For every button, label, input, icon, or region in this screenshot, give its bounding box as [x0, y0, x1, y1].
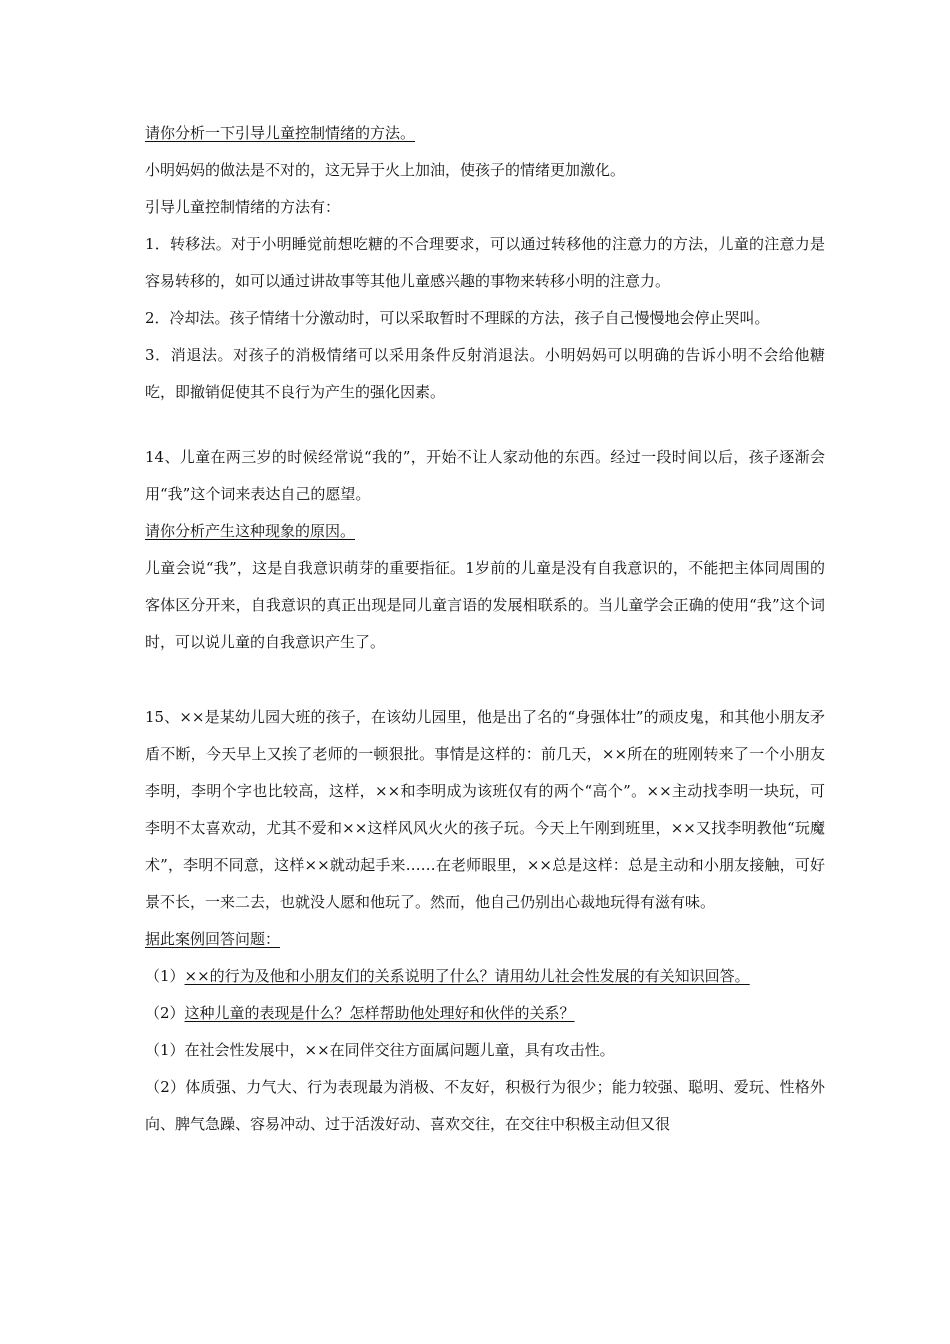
question-1-number: （1）: [145, 967, 185, 985]
case-15-answer-2: （2）体质强、力气大、行为表现最为消极、不友好，积极行为很少；能力较强、聪明、爱玩、性格外向、脾气急躁、容易冲动、过于活泼好动、喜欢交往，在交往中积极主动但又很: [145, 1078, 825, 1133]
case-15-prompt: 据此案例回答问题：: [145, 930, 281, 948]
case-14-text: 14、儿童在两三岁的时候经常说“我的”，开始不让人家动他的东西。经过一段时间以后，孩子逐渐会用“我”这个词来表达自己的愿望。: [145, 448, 825, 503]
case-14-answer: 儿童会说“我”，这是自我意识萌芽的重要指征。1岁前的儿童是没有自我意识的，不能把主体同周围的客体区分开来，自我意识的真正出现是同儿童言语的发展相联系的。当儿童学会正确的使用“我”这个词时，可以说儿童的自我意识产生了。: [145, 559, 825, 651]
method-item-extinction: 3．消退法。对孩子的消极情绪可以采用条件反射消退法。小明妈妈可以明确的告诉小明不会给他糖吃，即撤销促使其不良行为产生的强化因素。: [145, 346, 825, 401]
case-15-text: 15、××是某幼儿园大班的孩子，在该幼儿园里，他是出了名的“身强体壮”的顽皮鬼，和其他小朋友矛盾不断，今天早上又挨了老师的一顿狠批。事情是这样的：前几天，××所在的班刚转来了一个小朋友李明，李明个字也比较高，这样，××和李明成为该班仅有的两个“高个”。××主动找李明一块玩，可李明不太喜欢动，尤其不爱和××这样风风火火的孩子玩。今天上午刚到班里，××又找李明教他“玩魔术”，李明不同意，这样××就动起手来……在老师眼里，××总是这样：总是主动和小朋友接触，可好景不长，一来二去，也就没人愿和他玩了。然而，他自己仍别出心裁地玩得有滋有味。: [145, 708, 825, 911]
methods-heading: 引导儿童控制情绪的方法有：: [145, 198, 341, 216]
question-1-text: ××的行为及他和小朋友们的关系说明了什么？请用幼儿社会性发展的有关知识回答。: [184, 967, 750, 985]
document-body: [145, 115, 825, 1143]
question-2-text: 这种儿童的表现是什么？怎样帮助他处理好和伙伴的关系？: [184, 1004, 575, 1022]
paragraph-gap: [145, 661, 825, 699]
method-item-transfer: 1．转移法。对于小明睡觉前想吃糖的不合理要求，可以通过转移他的注意力的方法，儿童的注意力是容易转移的，如可以通过讲故事等其他儿童感兴趣的事物来转移小明的注意力。: [145, 235, 825, 290]
case-15-answer-1: （1）在社会性发展中，××在同伴交往方面属问题儿童，具有攻击性。: [145, 1041, 615, 1059]
paragraph-gap: [145, 411, 825, 439]
case-15-question-2: [145, 995, 825, 1032]
question-control-emotions: 请你分析一下引导儿童控制情绪的方法。: [145, 124, 416, 142]
answer-intro: 小明妈妈的做法是不对的，这无异于火上加油，使孩子的情绪更加激化。: [145, 161, 626, 179]
case-14-question: 请你分析产生这种现象的原因。: [145, 522, 356, 540]
method-item-cooling: 2．冷却法。孩子情绪十分激动时，可以采取暂时不理睬的方法，孩子自己慢慢地会停止哭叫。: [145, 309, 770, 327]
question-2-number: （2）: [145, 1004, 185, 1022]
case-15-question-1: [145, 958, 825, 995]
